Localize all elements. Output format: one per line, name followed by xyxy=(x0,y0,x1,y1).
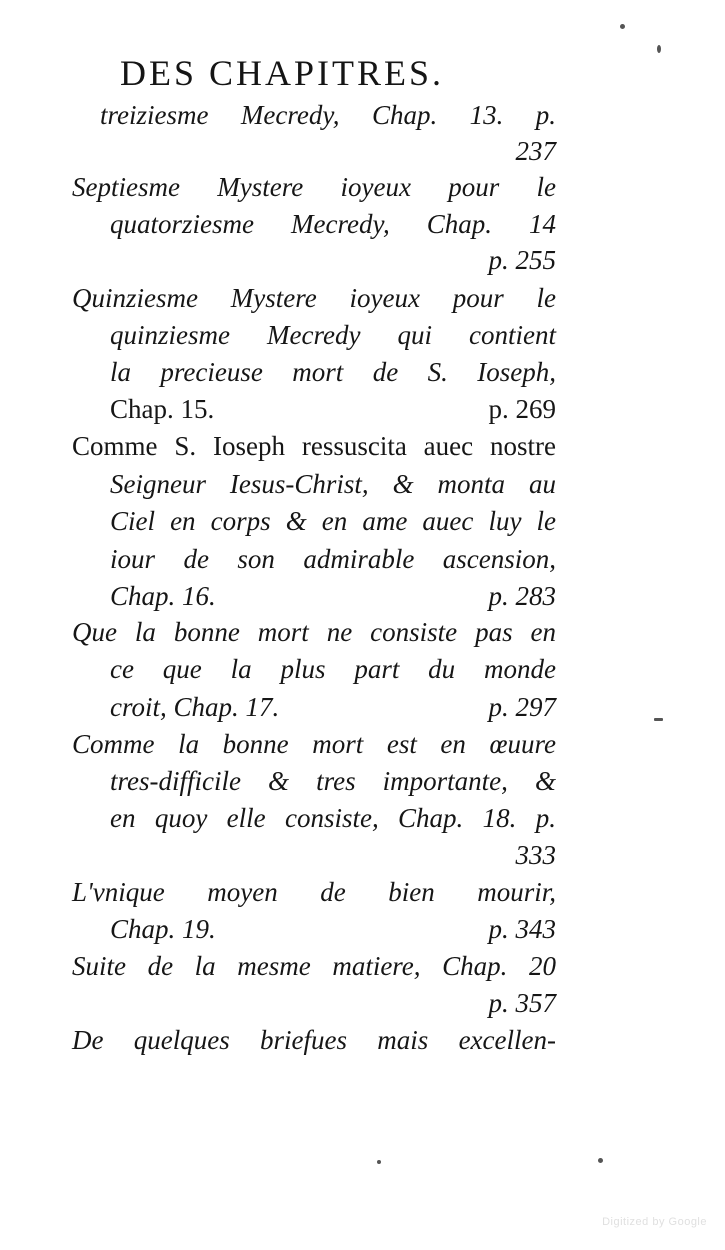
toc-page-number: p. 255 xyxy=(488,245,556,275)
print-speck xyxy=(620,24,625,29)
toc-chapter-label: Chap. 15. xyxy=(110,394,215,424)
toc-chapter-row xyxy=(110,394,556,425)
toc-line: quinziesme Mecredy qui contient xyxy=(110,320,556,350)
toc-line: Seigneur Iesus-Christ, & monta au xyxy=(110,469,556,499)
toc-line: iour de son admirable ascension, xyxy=(110,544,556,574)
toc-line: Comme la bonne mort est en œuure xyxy=(72,729,556,759)
toc-line: L'vnique moyen de bien mourir, xyxy=(72,877,556,907)
toc-line: ce que la plus part du monde xyxy=(110,654,556,684)
toc-chapter-label: Chap. 19. xyxy=(110,914,216,944)
print-speck xyxy=(598,1158,603,1163)
toc-page-number: p. 343 xyxy=(488,914,556,944)
toc-line: Ciel en corps & en ame auec luy le xyxy=(110,506,556,536)
toc-line: Quinziesme Mystere ioyeux pour le xyxy=(72,283,556,313)
toc-line: Comme S. Ioseph ressuscita auec nostre xyxy=(72,431,556,461)
toc-page-number: p. 357 xyxy=(488,988,556,1018)
print-speck xyxy=(654,718,663,721)
toc-line: quatorziesme Mecredy, Chap. 14 xyxy=(110,209,556,239)
toc-chapter-label: croit, Chap. 17. xyxy=(110,692,280,722)
toc-page-number: p. 283 xyxy=(488,581,556,611)
toc-line: De quelques briefues mais excellen- xyxy=(72,1025,556,1055)
toc-line: tres-difficile & tres importante, & xyxy=(110,766,556,796)
toc-line: en quoy elle consiste, Chap. 18. p. xyxy=(110,803,556,833)
toc-page-number: 333 xyxy=(515,840,556,870)
toc-chapter-row xyxy=(110,581,556,612)
toc-line: la precieuse mort de S. Ioseph, xyxy=(110,357,556,387)
print-speck xyxy=(657,45,661,53)
print-speck xyxy=(377,1160,381,1164)
toc-chapter-row xyxy=(110,692,556,723)
toc-line: treiziesme Mecredy, Chap. 13. p. xyxy=(100,100,556,130)
toc-chapter-label: Chap. 16. xyxy=(110,581,216,611)
toc-page-number: p. 297 xyxy=(488,692,556,722)
toc-page-number: 237 xyxy=(515,136,556,166)
toc-line: Que la bonne mort ne consiste pas en xyxy=(72,617,556,647)
toc-page-number: p. 269 xyxy=(488,394,556,424)
toc-chapter-row xyxy=(110,914,556,945)
running-header: DES CHAPITRES. xyxy=(120,53,445,93)
toc-line: Septiesme Mystere ioyeux pour le xyxy=(72,172,556,202)
toc-line: Suite de la mesme matiere, Chap. 20 xyxy=(72,951,556,981)
watermark: Digitized by Google xyxy=(602,1216,707,1228)
